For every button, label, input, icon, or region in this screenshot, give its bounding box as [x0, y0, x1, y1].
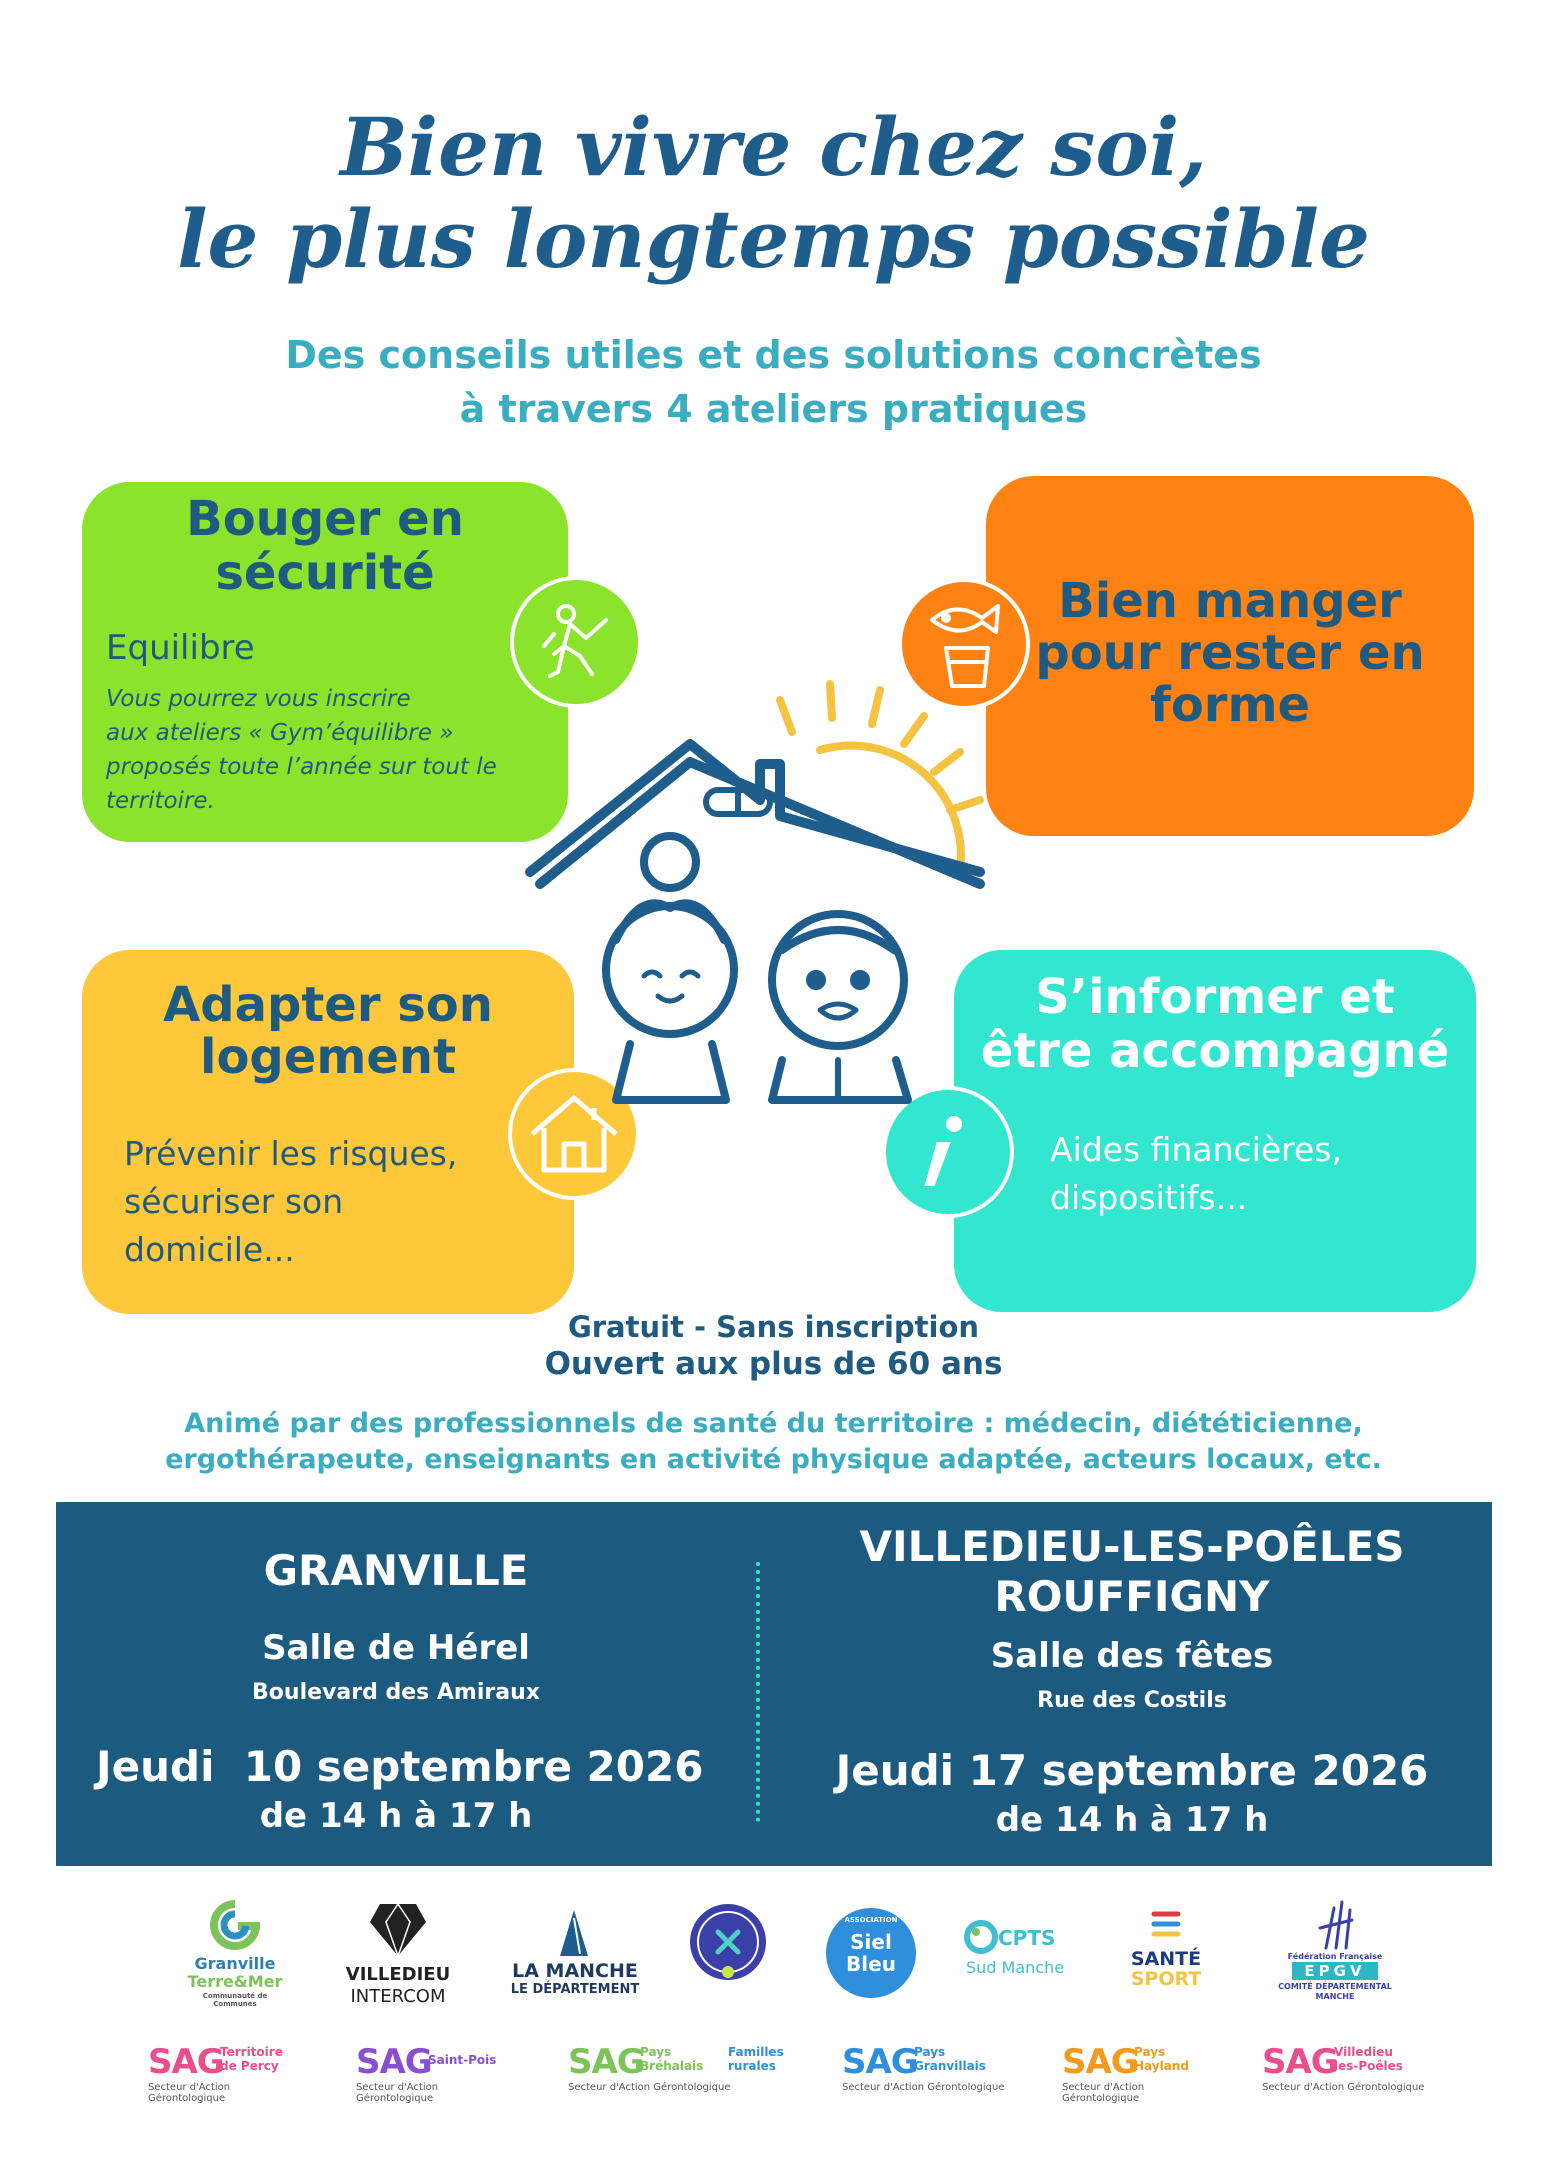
cpts-logo-line2: Sud Manche	[966, 1958, 1065, 1977]
la-manche-departement-logo	[500, 1908, 650, 2008]
events-divider	[756, 1562, 760, 1822]
info-age: Ouvert aux plus de 60 ans	[544, 1346, 1003, 1382]
granville-logo-line2: Terre&Mer	[187, 1972, 283, 1991]
sag-villedieu-logo	[1262, 2042, 1432, 2102]
sag-brehalais-logo	[568, 2042, 788, 2102]
manche-logo-line1: LA MANCHE	[512, 1960, 638, 1982]
sag-brehalais-a: Pays	[640, 2045, 672, 2059]
sag-hayland-logo	[1062, 2042, 1222, 2102]
card-logement-title1: Adapter son	[163, 977, 493, 1033]
epgv-logo-line1: Fédération Française	[1287, 1952, 1383, 1961]
sag-percy-sub: Secteur d'Action Gérontologique	[148, 2082, 231, 2104]
cpts-logo-line1: CPTS	[998, 1926, 1056, 1950]
event-right-city2: ROUFFIGNY	[994, 1572, 1270, 1621]
sag-saint-pois-a: Saint-Pois	[428, 2053, 497, 2067]
card-bouger-text4: territoire.	[106, 788, 215, 814]
siel-logo-line2: Bleu	[846, 1952, 896, 1976]
card-informer-text	[1050, 1126, 1342, 1222]
card-informer-text2: dispositifs...	[1050, 1178, 1248, 1217]
card-manger-title1: Bien manger	[1058, 573, 1402, 629]
sag-percy-prefix: SAG	[148, 2042, 224, 2082]
granville-logo-line1: Granville	[194, 1954, 276, 1973]
card-bouger-text1: Vous pourrez vous inscrire	[106, 686, 411, 712]
card-logement-text3: domicile...	[124, 1230, 295, 1269]
event-left-time: de 14 h à 17 h	[259, 1796, 533, 1836]
event-left-date: Jeudi 10 septembre 2026	[96, 1742, 704, 1791]
cpts-sud-manche-logo	[960, 1920, 1070, 1990]
sag-percy-b: de Percy	[220, 2059, 279, 2073]
sag-granvillais-sub: Secteur d'Action Gérontologique	[842, 2082, 1005, 2093]
sag-saint-pois-logo	[356, 2042, 516, 2102]
event-left-city: GRANVILLE	[263, 1546, 529, 1595]
sag-villedieu-prefix: SAG	[1262, 2042, 1338, 2082]
info-anime-line2: ergothérapeute, enseignants en activité physique adaptée, acteurs locaux, etc.	[165, 1444, 1382, 1475]
sag-villedieu-b: les-Poêles	[1334, 2059, 1403, 2073]
card-informer	[954, 950, 1476, 1312]
sag-percy-logo	[148, 2042, 298, 2102]
sag-hayland-b: Hayland	[1134, 2059, 1189, 2073]
event-right-date: Jeudi 17 septembre 2026	[835, 1746, 1429, 1795]
card-bouger	[82, 482, 568, 842]
sag-villedieu-sub: Secteur d'Action Gérontologique	[1262, 2082, 1425, 2093]
epgv-logo-line2: EPGV	[1292, 1962, 1378, 1980]
event-left-venue: Salle de Hérel	[262, 1628, 530, 1668]
granville-logo-line3: Communauté de Communes	[202, 1992, 268, 2008]
familles-rurales-line2: rurales	[728, 2059, 776, 2073]
card-bouger-title2: sécurité	[215, 545, 435, 601]
sag-saint-pois-sub: Secteur d'Action Gérontologique	[356, 2082, 439, 2104]
card-logement-text2: sécuriser son	[124, 1182, 344, 1221]
info-free: Gratuit - Sans inscription	[567, 1310, 980, 1344]
sag-brehalais-prefix: SAG	[568, 2042, 644, 2082]
sag-brehalais-sub: Secteur d'Action Gérontologique	[568, 2082, 731, 2093]
siel-bleu-logo	[826, 1908, 916, 1998]
event-right-time: de 14 h à 17 h	[995, 1800, 1269, 1840]
subtitle-line1: Des conseils utiles et des solutions concrètes	[285, 333, 1262, 377]
card-logement	[82, 950, 574, 1314]
sag-granvillais-prefix: SAG	[842, 2042, 918, 2082]
epgv-logo-line4: MANCHE	[1315, 1992, 1355, 2001]
card-manger-title3: forme	[1149, 677, 1311, 733]
epgv-logo-line3: COMITÉ DÉPARTEMENTAL	[1278, 1982, 1392, 1991]
siel-logo-line3: ASSOCIATION	[844, 1916, 898, 1924]
conference-financeurs-logo	[690, 1904, 766, 1980]
sag-brehalais-b: Bréhalais	[640, 2059, 704, 2073]
manche-logo-line2: LE DÉPARTEMENT	[510, 1982, 640, 1997]
elderly-couple-house-illustration	[520, 640, 1000, 1110]
event-right-city1: VILLEDIEU-LES-POÊLES	[859, 1522, 1405, 1571]
villedieu-logo-line1: VILLEDIEU	[345, 1964, 451, 1985]
card-bouger-text	[106, 682, 497, 818]
card-logement-text1: Prévenir les risques,	[124, 1134, 458, 1173]
sag-granvillais-b: Granvillais	[914, 2059, 986, 2073]
event-left-address: Boulevard des Amiraux	[252, 1680, 540, 1705]
card-manger-title2: pour rester en	[1035, 625, 1425, 681]
sag-hayland-sub: Secteur d'Action Gérontologique	[1062, 2082, 1145, 2104]
villedieu-intercom-logo	[328, 1902, 468, 2012]
card-informer-title2: être accompagné	[980, 1023, 1450, 1079]
sante-logo-line1: SANTÉ	[1130, 1948, 1202, 1970]
card-logement-title2: logement	[199, 1029, 457, 1085]
sag-hayland-prefix: SAG	[1062, 2042, 1138, 2082]
event-right-address: Rue des Costils	[1037, 1688, 1227, 1713]
granville-terre-mer-logo	[180, 1900, 290, 2010]
events-banner	[56, 1502, 1492, 1866]
sag-granvillais-logo	[842, 2042, 1012, 2102]
sante-sport-logo	[1116, 1908, 1216, 1998]
card-informer-title1: S’informer et	[1035, 969, 1395, 1025]
card-logement-text	[124, 1130, 457, 1274]
page-title-line2: le plus longtemps possible	[177, 192, 1370, 286]
sag-saint-pois-prefix: SAG	[356, 2042, 432, 2082]
epgv-logo	[1270, 1898, 1400, 2008]
sag-hayland-a: Pays	[1134, 2045, 1166, 2059]
card-informer-text1: Aides financières,	[1050, 1130, 1342, 1169]
siel-logo-line1: Siel	[850, 1930, 892, 1954]
subtitle-line2: à travers 4 ateliers pratiques	[459, 387, 1088, 431]
villedieu-logo-line2: INTERCOM	[350, 1986, 446, 2007]
sante-logo-line2: SPORT	[1130, 1968, 1202, 1990]
familles-rurales-line1: Familles	[728, 2045, 784, 2059]
page-title-line1: Bien vivre chez soi,	[340, 100, 1207, 194]
sag-villedieu-a: Villedieu	[1334, 2045, 1393, 2059]
sag-granvillais-a: Pays	[914, 2045, 946, 2059]
card-bouger-title1: Bouger en	[186, 491, 464, 547]
card-bouger-heading: Equilibre	[106, 628, 255, 668]
sag-percy-a: Territoire	[220, 2045, 283, 2059]
card-manger	[986, 476, 1474, 836]
event-right-venue: Salle des fêtes	[990, 1636, 1274, 1676]
card-bouger-text3: proposés toute l’année sur tout le	[106, 754, 497, 780]
info-anime-line1: Animé par des professionnels de santé du territoire : médecin, diététicienne,	[184, 1408, 1363, 1439]
card-bouger-text2: aux ateliers « Gym’équilibre »	[106, 720, 454, 746]
